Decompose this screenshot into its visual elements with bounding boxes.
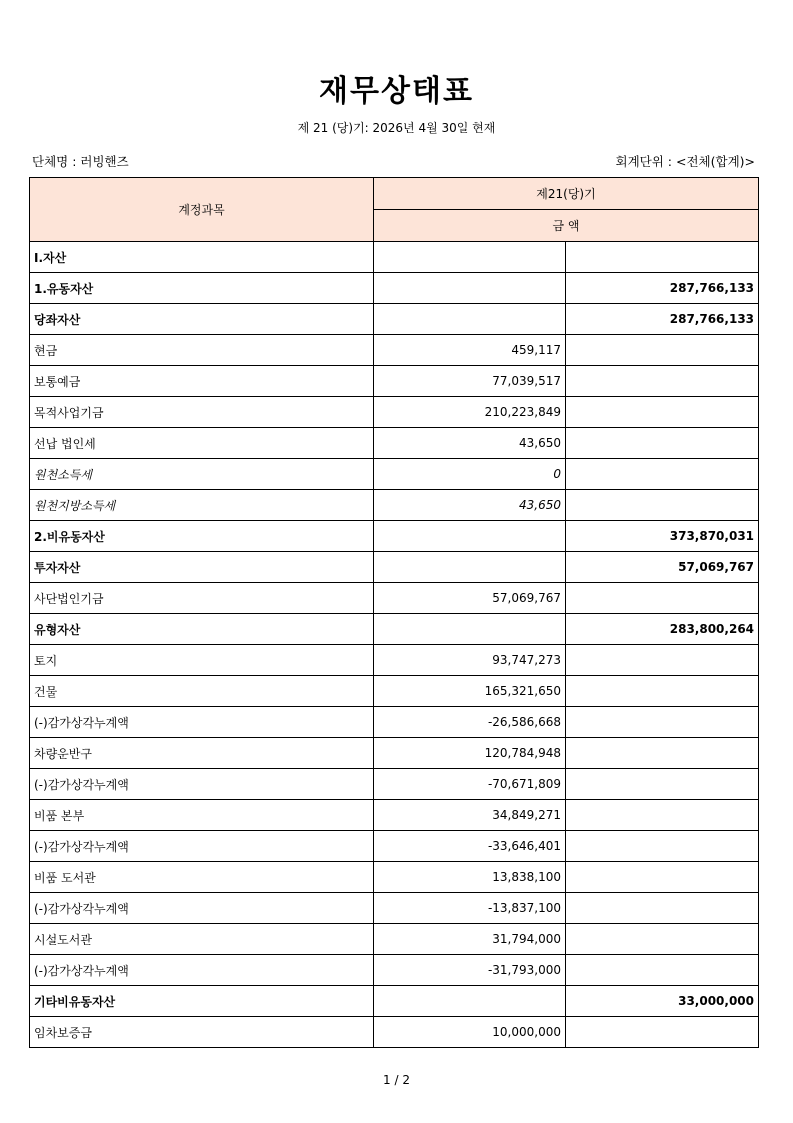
table-row [30,1017,759,1048]
header-period: 제21(당)기 [374,178,759,210]
account-label: 시설도서관 [30,924,374,955]
sub-amount: -26,586,668 [374,707,566,738]
account-label: (-)감가상각누계액 [30,707,374,738]
sub-amount: 10,000,000 [374,1017,566,1048]
account-label: 기타비유동자산 [30,986,374,1017]
total-amount: 373,870,031 [566,521,759,552]
table-row [30,707,759,738]
total-amount: 57,069,767 [566,552,759,583]
table-row [30,800,759,831]
sub-amount: 34,849,271 [374,800,566,831]
total-amount [566,738,759,769]
sub-amount: 31,794,000 [374,924,566,955]
table-row [30,521,759,552]
sub-amount: 459,117 [374,335,566,366]
sub-amount: 77,039,517 [374,366,566,397]
table-row [30,273,759,304]
total-amount [566,924,759,955]
account-label: 비품 본부 [30,800,374,831]
sub-amount: 43,650 [374,490,566,521]
total-amount [566,242,759,273]
sub-amount: 13,838,100 [374,862,566,893]
sub-amount: 210,223,849 [374,397,566,428]
header-amount: 금 액 [374,210,759,242]
sub-amount: 43,650 [374,428,566,459]
account-label: 비품 도서관 [30,862,374,893]
table-row [30,645,759,676]
total-amount: 287,766,133 [566,273,759,304]
account-label: 임차보증금 [30,1017,374,1048]
total-amount: 287,766,133 [566,304,759,335]
account-label: 원천소득세 [30,459,374,490]
sub-amount: -13,837,100 [374,893,566,924]
account-label: 원천지방소득세 [30,490,374,521]
table-row [30,583,759,614]
table-row [30,614,759,645]
account-label: 차량운반구 [30,738,374,769]
account-label: I.자산 [30,242,374,273]
account-label: 1.유동자산 [30,273,374,304]
total-amount [566,583,759,614]
document-title: 재무상태표 [319,74,474,109]
total-amount [566,459,759,490]
total-amount [566,831,759,862]
table-row [30,862,759,893]
table-row [30,955,759,986]
total-amount [566,428,759,459]
table-row [30,986,759,1017]
table-row [30,893,759,924]
total-amount [566,707,759,738]
table-row [30,459,759,490]
account-label: 선납 법인세 [30,428,374,459]
sub-amount [374,614,566,645]
total-amount [566,397,759,428]
total-amount: 283,800,264 [566,614,759,645]
account-label: (-)감가상각누계액 [30,769,374,800]
account-label: 토지 [30,645,374,676]
account-label: (-)감가상각누계액 [30,831,374,862]
sub-amount: -33,646,401 [374,831,566,862]
total-amount [566,490,759,521]
total-amount [566,955,759,986]
total-amount [566,800,759,831]
sub-amount [374,986,566,1017]
total-amount [566,862,759,893]
table-row [30,552,759,583]
table-row [30,924,759,955]
table-row [30,242,759,273]
total-amount [566,645,759,676]
table-row [30,397,759,428]
table-row [30,490,759,521]
total-amount [566,366,759,397]
account-label: 2.비유동자산 [30,521,374,552]
table-row [30,366,759,397]
table-row [30,428,759,459]
account-label: 당좌자산 [30,304,374,335]
sub-amount [374,521,566,552]
accounting-unit-label: 회계단위 : <전체(합계)> [615,154,755,169]
sub-amount [374,273,566,304]
table-row [30,676,759,707]
sub-amount: 0 [374,459,566,490]
total-amount [566,769,759,800]
table-row [30,335,759,366]
balance-sheet-table [29,177,759,1048]
sub-amount: -31,793,000 [374,955,566,986]
total-amount [566,335,759,366]
sub-amount [374,552,566,583]
table-row [30,738,759,769]
sub-amount: 165,321,650 [374,676,566,707]
sub-amount [374,304,566,335]
period-subtitle: 제 21 (당)기: 2026년 4월 30일 현재 [297,121,496,135]
table-row [30,304,759,335]
account-label: 현금 [30,335,374,366]
total-amount [566,893,759,924]
account-label: 목적사업기금 [30,397,374,428]
sub-amount: 57,069,767 [374,583,566,614]
account-label: 투자자산 [30,552,374,583]
page-number: 1 / 2 [383,1073,410,1087]
total-amount: 33,000,000 [566,986,759,1017]
organization-label: 단체명 : 러빙핸즈 [32,154,129,169]
header-account: 계정과목 [30,178,374,242]
account-label: (-)감가상각누계액 [30,955,374,986]
account-label: (-)감가상각누계액 [30,893,374,924]
account-label: 건물 [30,676,374,707]
account-label: 사단법인기금 [30,583,374,614]
total-amount [566,1017,759,1048]
table-row [30,769,759,800]
account-label: 보통예금 [30,366,374,397]
sub-amount [374,242,566,273]
table-row [30,831,759,862]
total-amount [566,676,759,707]
account-label: 유형자산 [30,614,374,645]
sub-amount: -70,671,809 [374,769,566,800]
sub-amount: 93,747,273 [374,645,566,676]
sub-amount: 120,784,948 [374,738,566,769]
